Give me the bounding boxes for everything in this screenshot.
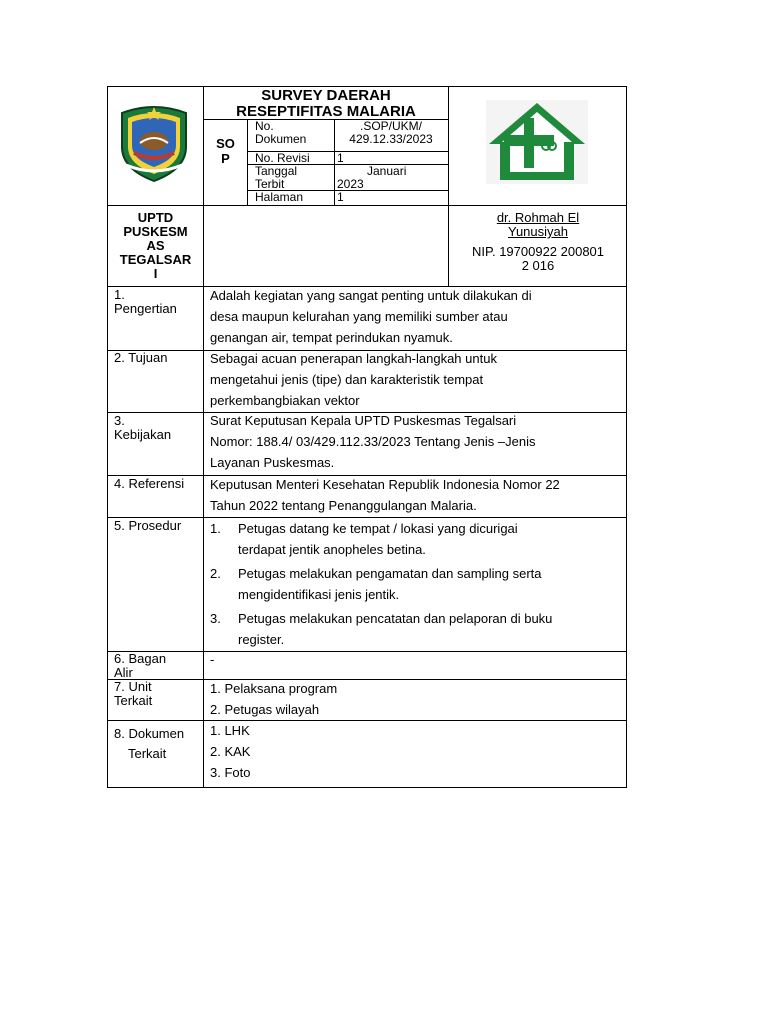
step-text: Petugas datang ke tempat / lokasi yang dicurigai xyxy=(238,521,518,536)
label-line: 3. xyxy=(114,413,125,428)
step-number: 3. xyxy=(210,611,221,626)
label-line: Terkait xyxy=(128,746,167,761)
body-line: Keputusan Menteri Kesehatan Republik Indonesia Nomor 22 xyxy=(210,477,560,492)
body-line: Adalah kegiatan yang sangat penting untuk dilakukan di xyxy=(210,288,532,303)
section-body-bagan-alir: - xyxy=(210,652,215,667)
divider xyxy=(203,86,204,788)
body-line: Layanan Puskesmas. xyxy=(210,455,335,470)
org-line: TEGALSAR xyxy=(119,252,192,267)
divider xyxy=(247,119,248,205)
body-line: 1. Pelaksana program xyxy=(210,681,338,696)
section-label-unit-terkait xyxy=(114,680,152,708)
signer-name: Yunusiyah xyxy=(508,224,568,239)
divider xyxy=(107,651,627,652)
section-body-prosedur xyxy=(210,518,619,650)
body-line: 3. Foto xyxy=(210,765,251,780)
body-line: Surat Keputusan Kepala UPTD Puskesmas Tegalsari xyxy=(210,413,517,428)
section-label-tujuan: 2. Tujuan xyxy=(114,350,168,365)
body-line: mengetahui jenis (tipe) dan karakteristik tempat xyxy=(210,372,484,387)
body-line: 1. LHK xyxy=(210,723,250,738)
body-line: Nomor: 188.4/ 03/429.112.33/2023 Tentang Jenis –Jenis xyxy=(210,434,536,449)
step-number: 2. xyxy=(210,566,221,581)
step-text: mengidentifikasi jenis jentik. xyxy=(238,587,400,602)
value-line: .SOP/UKM/ xyxy=(359,119,422,133)
label-line: Terkait xyxy=(114,693,153,708)
org-line: PUSKESM xyxy=(123,224,188,239)
document-title xyxy=(204,88,448,120)
org-line: AS xyxy=(146,238,165,253)
label-line: 1. xyxy=(114,287,125,302)
label-line: Pengertian xyxy=(114,301,177,316)
section-body-unit-terkait xyxy=(210,678,337,720)
doc-number-value xyxy=(336,120,446,146)
step-text: register. xyxy=(238,632,285,647)
puskesmas-logo xyxy=(486,100,588,184)
signer-nip: NIP. 19700922 200801 xyxy=(471,244,605,259)
sop-label-line: P xyxy=(221,151,230,166)
label-line: Alir xyxy=(114,665,133,680)
divider xyxy=(448,86,449,205)
page-label: Halaman xyxy=(255,190,304,204)
page-value: 1 xyxy=(337,190,344,204)
doc-number-label xyxy=(255,120,306,146)
section-body-kebijakan xyxy=(210,410,619,473)
procedure-step xyxy=(210,563,619,605)
label-line: 6. Bagan xyxy=(114,651,167,666)
divider xyxy=(107,679,627,680)
section-label-referensi: 4. Referensi xyxy=(114,476,185,491)
section-body-referensi xyxy=(210,474,622,516)
label-line: Dokumen xyxy=(255,132,307,146)
step-text: terdapat jentik anopheles betina. xyxy=(238,542,426,557)
revision-value: 1 xyxy=(337,151,344,165)
body-line: 2. Petugas wilayah xyxy=(210,702,320,717)
signer-name: dr. Rohmah El xyxy=(496,210,580,225)
title-line: RESEPTIFITAS MALARIA xyxy=(236,103,416,120)
signer-nip: 2 016 xyxy=(521,258,555,273)
value-line: Januari xyxy=(367,164,407,178)
revision-label: No. Revisi xyxy=(255,151,310,165)
organization-name xyxy=(108,211,203,281)
body-line: 2. KAK xyxy=(210,744,251,759)
section-label-pengertian xyxy=(114,288,177,316)
sop-label-line: SO xyxy=(216,136,235,151)
divider xyxy=(107,205,627,206)
issue-date-value xyxy=(337,165,447,191)
body-line: desa maupun kelurahan yang memiliki sumber atau xyxy=(210,309,508,324)
divider xyxy=(107,720,627,721)
org-line: I xyxy=(153,266,158,281)
sop-label xyxy=(204,136,247,166)
label-line: 8. Dokumen xyxy=(114,726,185,741)
section-body-dokumen-terkait xyxy=(210,720,250,783)
label-line: Kebijakan xyxy=(114,427,172,442)
section-label-bagan-alir xyxy=(114,652,166,680)
body-line: Tahun 2022 tentang Penanggulangan Malaria. xyxy=(210,498,477,513)
section-body-tujuan xyxy=(210,348,619,411)
value-line: 429.12.33/2023 xyxy=(349,132,433,146)
org-line: UPTD xyxy=(137,210,174,225)
label-line: No. xyxy=(255,119,274,133)
section-label-dokumen-terkait xyxy=(114,724,184,764)
title-line: SURVEY DAERAH xyxy=(261,87,391,104)
body-line: genangan air, tempat perindukan nyamuk. xyxy=(210,330,453,345)
step-text: Petugas melakukan pengamatan dan sampling serta xyxy=(238,566,542,581)
section-body-pengertian xyxy=(210,285,619,348)
label-line: 7. Unit xyxy=(114,679,152,694)
regency-emblem-logo xyxy=(116,103,192,183)
body-line: Sebagai acuan penerapan langkah-langkah untuk xyxy=(210,351,497,366)
procedure-step xyxy=(210,518,619,560)
value-line: 2023 xyxy=(337,177,364,191)
section-label-kebijakan xyxy=(114,414,171,442)
signer-block xyxy=(449,211,627,273)
step-number: 1. xyxy=(210,521,221,536)
label-line: Tanggal xyxy=(255,164,298,178)
issue-date-label xyxy=(255,165,297,191)
label-line: Terbit xyxy=(255,177,285,191)
divider xyxy=(334,119,335,205)
section-label-prosedur: 5. Prosedur xyxy=(114,518,182,533)
procedure-step xyxy=(210,608,619,650)
step-text: Petugas melakukan pencatatan dan pelaporan di buku xyxy=(238,611,553,626)
body-line: perkembangbiakan vektor xyxy=(210,393,360,408)
